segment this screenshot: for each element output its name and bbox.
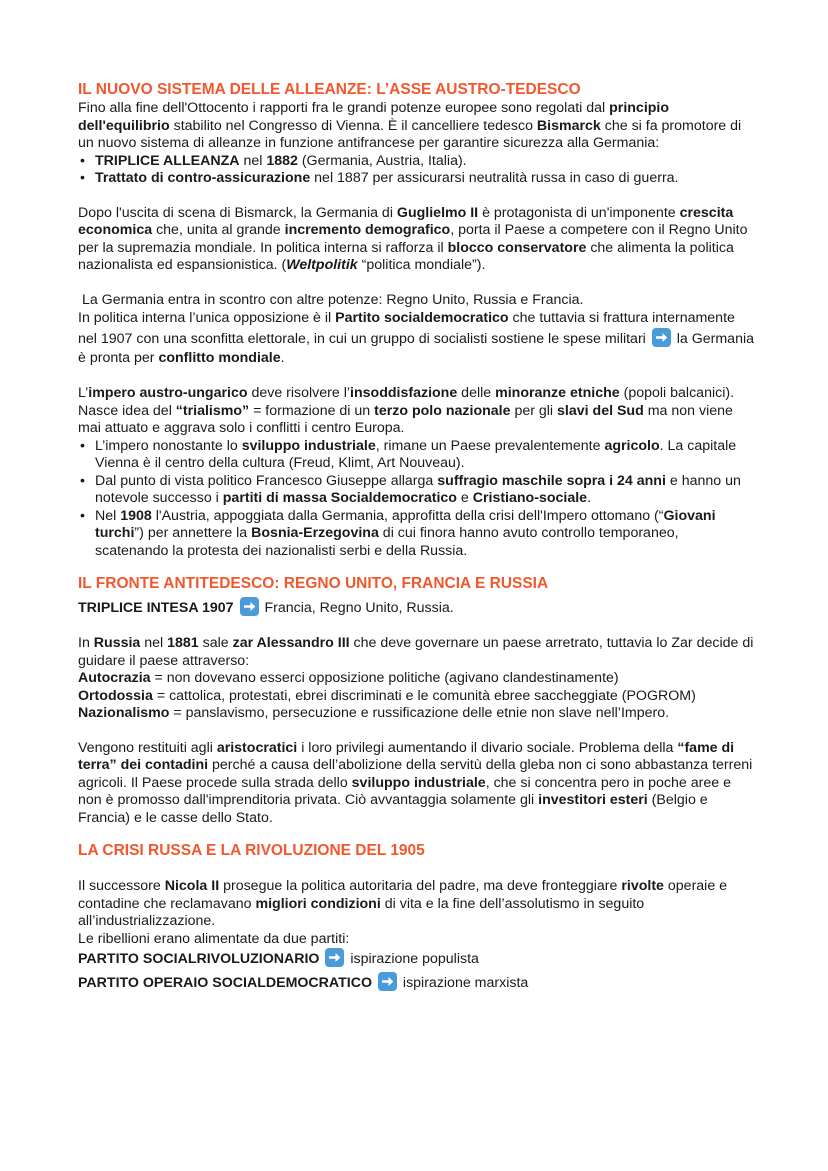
paragraph: TRIPLICE INTESA 1907 Francia, Regno Unito, Russia. — [78, 597, 754, 618]
definition-line: Nazionalismo = panslavismo, persecuzione e russificazione delle etnie non slave nell’Impero. — [78, 705, 670, 721]
list-item: • Trattato di contro-assicurazione nel 1887 per assicurarsi neutralità russa in caso di guerra. — [95, 170, 754, 188]
paragraph: In Russia nel 1881 sale zar Alessandro III che deve governare un paese arretrato, tuttavia lo Zar decide di guidare il paese attraverso: — [78, 635, 754, 669]
party-line: PARTITO OPERAIO SOCIALDEMOCRATICO ispirazione marxista — [78, 970, 754, 996]
section-title-front: IL FRONTE ANTITEDESCO: REGNO UNITO, FRANCIA E RUSSIA — [78, 575, 549, 592]
arrow-right-icon — [652, 328, 671, 347]
arrow-right-icon — [378, 972, 397, 991]
definition-line: Ortodossia = cattolica, protestati, ebrei discriminati e le comunità ebree saccheggiate (POGROM) — [78, 687, 696, 704]
paragraph: Le ribellioni erano alimentate da due partiti: — [78, 930, 350, 947]
paragraph: Fino alla fine dell'Ottocento i rapporti fra le grandi potenze europee sono regolati dal principio dell'equilibrio stabilito nel Congresso di Vienna. È il cancelliere tedesco Bismarck che si fa promotore di un nuovo sistema di alleanze in funzione antifrancese per garantire sicurezza alla Germania: — [78, 100, 742, 151]
bullet-list — [78, 438, 754, 561]
section-title-crisis: LA CRISI RUSSA E LA RIVOLUZIONE DEL 1905 — [78, 842, 425, 859]
party-line: PARTITO SOCIALRIVOLUZIONARIO ispirazione populista — [78, 948, 754, 970]
paragraph: Vengono restituiti agli aristocratici i loro privilegi aumentando il divario sociale. Problema della “fame di terra” dei contadini perché a causa dell’abolizione della servitù della gleba non ci sono abbastanza terreni agricoli. Il Paese procede sulla strada dello sviluppo industriale, che si concentra pero in poche aree e non è promosso dall'imprenditoria privata. Ciò avvantaggia solamente gli investitori esteri (Belgio e Francia) e le casse dello Stato. — [78, 739, 753, 826]
arrow-right-icon — [240, 597, 259, 616]
paragraph: In politica interna l’unica opposizione è il Partito socialdemocratico che tuttavia si frattura internamente nel 1907 con una sconfitta elettorale, in cui un gruppo di socialisti sostiene le spese militari la Germania è pronta per conflitto mondiale. — [78, 310, 754, 366]
definition-line: Autocrazia = non dovevano esserci opposizione politiche (agivano clandestinamente) — [78, 670, 619, 686]
bullet-list — [78, 153, 754, 188]
list-item: • TRIPLICE ALLEANZA nel 1882 (Germania, Austria, Italia). — [95, 153, 754, 171]
section-title-alliances: IL NUOVO SISTEMA DELLE ALLEANZE: L’ASSE AUSTRO-TEDESCO — [78, 81, 581, 98]
list-item: • L’impero nonostante lo sviluppo industriale, rimane un Paese prevalentemente agricolo. La capitale Vienna è il centro della cultura (Freud, Klimt, Art Nouveau). — [95, 438, 754, 473]
arrow-right-icon — [325, 948, 344, 967]
paragraph: Il successore Nicola II prosegue la politica autoritaria del padre, ma deve fronteggiare rivolte operaie e contadine che reclamavano migliori condizioni di vita e la fine dell’assolutismo in seguito all’industrializzazione. — [78, 878, 728, 929]
document-page — [78, 78, 754, 996]
list-item: • Dal punto di vista politico Francesco Giuseppe allarga suffragio maschile sopra i 24 anni e hanno un notevole successo i partiti di massa Socialdemocratico e Cristiano-sociale. — [95, 473, 754, 508]
list-item: • Nel 1908 l'Austria, appoggiata dalla Germania, approfitta della crisi dell'Impero ottomano (“Giovani turchi”) per annettere la Bosnia-Erzegovina di cui finora hanno avuto controllo temporaneo, scatenando la protesta dei nazionalisti serbi e della Russia. — [95, 508, 754, 561]
paragraph: Dopo l'uscita di scena di Bismarck, la Germania di Guglielmo II è protagonista di un'imponente crescita economica che, unita al grande incremento demografico, porta il Paese a competere con il Regno Unito per la supremazia mondiale. In politica interna si rafforza il blocco conservatore che alimenta la politica nazionalista ed espansionistica. (Weltpolitik “politica mondiale”). — [78, 204, 748, 273]
paragraph: L’impero austro-ungarico deve risolvere l’insoddisfazione delle minoranze etniche (popoli balcanici). Nasce idea del “trialismo” = formazione di un terzo polo nazionale per gli slavi del Sud ma non viene mai attuato e aggrava solo i conflitti i centro Europa. — [78, 385, 735, 436]
paragraph: La Germania entra in scontro con altre potenze: Regno Unito, Russia e Francia. — [78, 291, 584, 308]
